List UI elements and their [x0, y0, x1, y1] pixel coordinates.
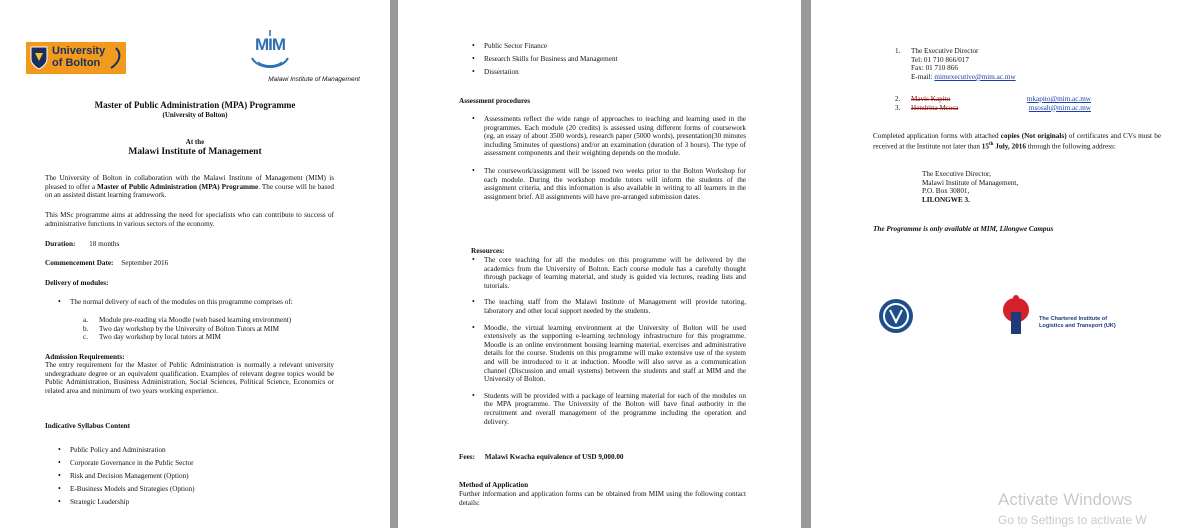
resources-item: • Students will be provided with a package of learning material for each of the modules on the MPA programme. The University of the Bolton will have final authority in the recruitment and overall management of the programme including the operation and delivery. — [484, 392, 746, 426]
contact-3-name: Hendrina Msosa — [911, 103, 959, 112]
duration-value: 18 months — [89, 240, 120, 248]
syllabus-item: • Research Skills for Business and Management — [484, 55, 774, 64]
resources-item: • The teaching staff from the Malawi Institute of Management will provide tutoring, laboratory and other local support needed by the students. — [484, 298, 746, 315]
delivery-item — [83, 333, 343, 342]
mim-logo — [248, 28, 292, 72]
aim-paragraph: This MSc programme aims at addressing the need for specialists who can contribute to success of administrative functions in various sectors of the economy. — [45, 211, 334, 228]
cips-logo — [877, 297, 915, 335]
postal-address — [922, 170, 1122, 204]
address-line: P.O. Box 30801, — [922, 187, 970, 196]
activation-watermark-title: Activate Windows — [998, 490, 1133, 509]
programme-title: Master of Public Administration (MPA) Programme — [94, 100, 296, 110]
fees-value: Malawi Kwacha equivalence of USD 9,000.00 — [484, 453, 624, 461]
bolton-crest-icon — [29, 45, 49, 71]
duration-label: Duration: — [45, 240, 76, 248]
cilt-emblem-icon — [1001, 292, 1031, 336]
programme-subtitle: (University of Bolton) — [162, 111, 228, 119]
fees-label: Fees: — [459, 453, 475, 461]
cilt-logo — [1001, 292, 1161, 336]
cilt-name-line1: The Chartered Institute of — [1039, 316, 1108, 322]
syllabus-list-continued — [484, 42, 774, 81]
deadline-day: 15 — [981, 141, 989, 150]
mim-logo-text: MIM — [254, 35, 286, 54]
delivery-sublist — [83, 316, 343, 342]
delivery-item — [83, 316, 343, 325]
delivery-item-mark: b. — [83, 324, 89, 333]
admission-heading: Admission Requirements: — [45, 353, 125, 361]
resources-heading: Resources: — [471, 247, 505, 255]
address-line: Malawi Institute of Management, — [922, 178, 1019, 187]
delivery-bullet: • The normal delivery of each of the modules on this programme comprises of: — [70, 298, 340, 307]
contact-3-number: 3. — [895, 103, 901, 112]
syllabus-item: • Dissertation — [484, 68, 774, 77]
syllabus-list — [70, 446, 330, 511]
delivery-item-text: Module pre-reading via Moodle (web based learning environment) — [99, 316, 292, 324]
syllabus-item: • Strategic Leadership — [70, 498, 330, 507]
availability-note: The Programme is only available at MIM, Lilongwe Campus — [873, 225, 1054, 233]
institute-heading: Malawi Institute of Management — [128, 147, 262, 157]
contact-block-1 — [895, 47, 1111, 81]
delivery-item — [83, 325, 343, 334]
completed-text-b: of certificates and CVs must be received at the Institute not later than — [873, 132, 1161, 150]
commencement-label: Commencement Date: — [45, 259, 114, 267]
contact-1-tel: Tel: 01 710 866/017 — [911, 55, 969, 64]
intro-text-a: The University of Bolton in collaboration with the Malawi Institute of Management (MIM) is pleased to offer a — [45, 174, 334, 191]
contact-block-2 — [895, 95, 1091, 112]
contact-2-number: 2. — [895, 95, 901, 103]
commencement-row — [45, 259, 168, 268]
document-page-1 — [0, 0, 390, 528]
contact-2-email-link[interactable]: mkapito@mim.ac.mw — [1026, 95, 1091, 103]
cips-emblem-icon — [877, 297, 915, 335]
contact-1-name: The Executive Director — [911, 47, 979, 55]
admission-paragraph: The entry requirement for the Master of Public Administration is normally a relevant university undergraduate degree or an equivalent qualification. Examples of relevant degree topics would be Public Administration, Business Administration, Social Sciences, Political Science, Economics or related area and minimum of two years working experience. — [45, 361, 334, 395]
deadline-month-year: July, 2016 — [993, 141, 1026, 150]
assessment-item: • Assessments reflect the wide range of approaches to teaching and learning used in the programmes. Each module (20 credits) is assessed using different forms of coursework (eg, an essay of about 3500 words), research paper (5000 words), presentation(30 minutes including 5minutes of questions) and/or an examination (duration of 3 hours). The type of assessment components and their weighting depends on the module. — [484, 115, 746, 158]
method-paragraph: Further information and application forms can be obtained from MIM using the following contact details: — [459, 490, 746, 507]
assessment-list — [484, 115, 746, 201]
bolton-logo-line1: University — [52, 45, 106, 57]
contact-1-number: 1. — [895, 47, 901, 55]
bolton-logo-line2: of Bolton — [52, 57, 101, 69]
contact-3-email-link[interactable]: msosah@mim.ac.mw — [1028, 103, 1091, 112]
commencement-value: September 2016 — [121, 259, 169, 267]
method-heading: Method of Application — [459, 481, 529, 489]
address-line: The Executive Director, — [922, 170, 991, 178]
address-city: LILONGWE 3. — [922, 195, 970, 204]
fees-row — [459, 453, 624, 462]
intro-paragraph — [45, 174, 334, 200]
completed-text-c: through the following address: — [1025, 141, 1116, 150]
assessment-item: • The coursework/assignment will be issued two weeks prior to the Bolton Workshop for each module. During the workshop module tutors will inform the students of the assignment criteria, and this information is also available in writing to all learners in the assignment brief. All assignments will have pre-arranged submission dates. — [484, 167, 746, 201]
cilt-name-line2: Logistics and Transport (UK) — [1039, 323, 1116, 329]
contact-2-line — [895, 95, 1091, 104]
contact-1-email-link[interactable]: mimexecutive@mim.ac.mw — [934, 72, 1016, 81]
university-of-bolton-logo — [26, 42, 126, 74]
delivery-list — [70, 298, 340, 307]
syllabus-heading: Indicative Syllabus Content — [45, 422, 131, 430]
completed-forms-paragraph — [873, 132, 1161, 151]
syllabus-item: • Public Sector Finance — [484, 42, 774, 51]
delivery-heading: Delivery of modules: — [45, 279, 109, 287]
deadline-suffix: th — [988, 141, 994, 147]
email-label: E-mail: — [911, 72, 935, 81]
resources-item: • Moodle, the virtual learning environment at the University of Bolton will be used extensively as the supporting e-learning technology infrastructure for this programme. Moodle is an online environment housing learning material, exercises and administrative details for the course. Students on this programme will make extensive use of the system and will be introduced to it at induction. Moodle will also serve as a communication channel (Discussion and email systems) between the students and staff at MIM and the University of Bolton. — [484, 324, 746, 384]
contact-3-line — [895, 103, 1091, 113]
activation-watermark-subtitle: Go to Settings to activate W — [998, 513, 1147, 527]
syllabus-item: • Public Policy and Administration — [70, 446, 330, 455]
resources-list — [484, 256, 746, 426]
assessment-heading: Assessment procedures — [459, 97, 531, 105]
completed-text-bold: copies (Not originals) — [1000, 132, 1067, 140]
intro-text-b: . The course will be based on an assisted distant learning framework. — [45, 182, 334, 200]
resources-item: • The core teaching for all the modules on this programme will be delivered by the academics from the University of Bolton. Each course module has a carefully thought through package of learning material, and study is guided via lectures, reading lists and tutorials. — [484, 256, 746, 290]
contact-2-name: Mavis Kapito — [911, 95, 951, 103]
delivery-item-text: Two day workshop by local tutors at MIM — [99, 333, 221, 342]
completed-text-a: Completed application forms with attached — [873, 132, 1001, 140]
contact-1-fax: Fax: 01 710 866 — [911, 64, 958, 73]
delivery-item-text: Two day workshop by the University of Bolton Tutors at MIM — [99, 324, 279, 333]
document-page-3 — [811, 0, 1181, 528]
document-page-2 — [398, 0, 801, 528]
delivery-item-mark: c. — [83, 333, 88, 342]
syllabus-item: • E-Business Models and Strategies (Option) — [70, 485, 330, 494]
at-the-label: At the — [185, 138, 205, 146]
bolton-swoosh-icon — [110, 46, 124, 70]
delivery-item-mark: a. — [83, 316, 88, 324]
duration-row — [45, 240, 119, 249]
intro-text-bold: Master of Public Administration (MPA) Programme — [97, 182, 259, 191]
syllabus-item: • Corporate Governance in the Public Sector — [70, 459, 330, 468]
contact-1-email-row — [911, 73, 1111, 82]
contact-1-line — [895, 47, 1111, 56]
mim-caption: Malawi Institute of Management — [268, 76, 360, 83]
syllabus-item: • Risk and Decision Management (Option) — [70, 472, 330, 481]
